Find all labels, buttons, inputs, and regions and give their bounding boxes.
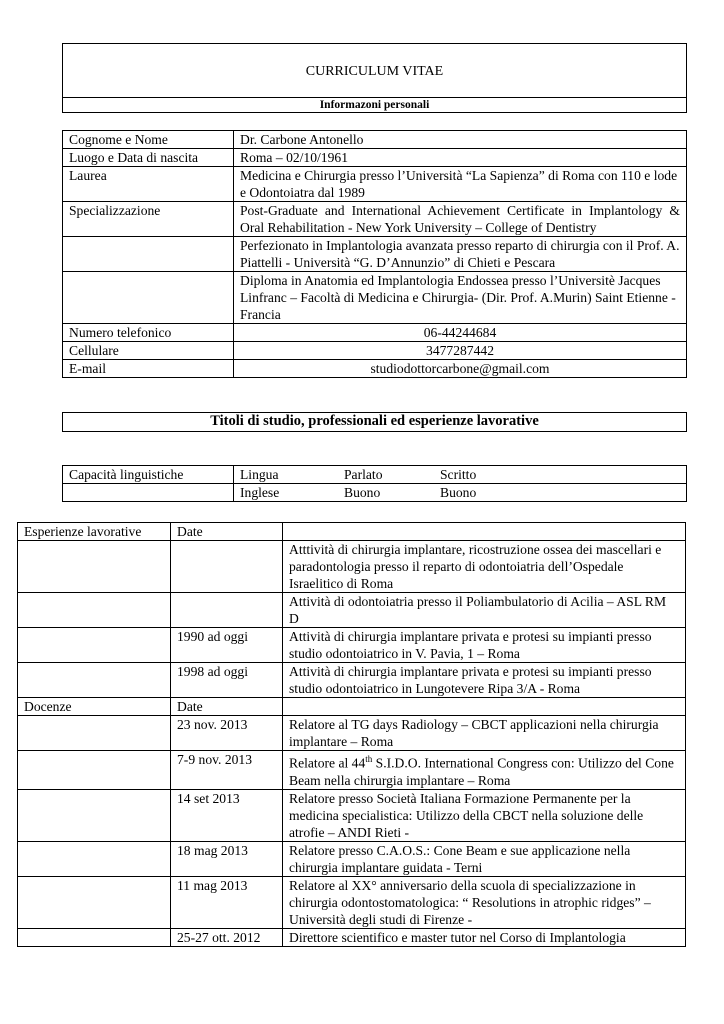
row-label: Cellulare xyxy=(63,342,234,360)
experience-section-label: Esperienze lavorative xyxy=(18,523,171,541)
language-name: Inglese xyxy=(240,485,280,500)
lang-col-header: Lingua xyxy=(240,467,279,482)
table-row xyxy=(18,541,686,593)
table-row xyxy=(63,324,687,342)
personal-info-heading: Informazoni personali xyxy=(63,98,687,113)
phone-value: 06-44244684 xyxy=(234,324,687,342)
personal-info-table xyxy=(62,130,687,378)
table-row xyxy=(63,149,687,167)
date-header: Date xyxy=(171,523,283,541)
table-row xyxy=(63,272,687,324)
table-row xyxy=(63,484,687,502)
email-value: studiodottorcarbone@gmail.com xyxy=(234,360,687,378)
table-row xyxy=(18,716,686,751)
row-date: 18 mag 2013 xyxy=(171,841,283,876)
row-text: Attività di chirurgia implantare privata e protesi su impianti presso studio odontoiatrico in Lungotevere Ripa 3/A - Roma xyxy=(283,663,686,698)
table-row xyxy=(18,841,686,876)
spoken-level: Buono xyxy=(344,485,381,500)
row-date: 14 set 2013 xyxy=(171,789,283,841)
table-row xyxy=(18,751,686,790)
spoken-col-header: Parlato xyxy=(344,467,383,482)
teaching-section-label: Docenze xyxy=(18,698,171,716)
row-label: Numero telefonico xyxy=(63,324,234,342)
row-date: 1990 ad oggi xyxy=(171,628,283,663)
language-row xyxy=(234,484,687,502)
row-value: Dr. Carbone Antonello xyxy=(234,131,687,149)
row-text: Relatore al XX° anniversario della scuola di specializzazione in chirurgia odontostomatologica: “ Resolutions in atrophic ridges” – Università degli studi di Firenze - xyxy=(283,876,686,928)
row-text: Relatore al 44th S.I.D.O. International Congress con: Utilizzo del Cone Beam nella chirurgia implantare – Roma xyxy=(283,751,686,790)
written-level: Buono xyxy=(440,485,477,500)
row-date: 7-9 nov. 2013 xyxy=(171,751,283,790)
table-row xyxy=(18,698,686,716)
table-row xyxy=(18,593,686,628)
row-value: Perfezionato in Implantologia avanzata presso reparto di chirurgia con il Prof. A. Piattelli - Università “G. D’Annunzio” di Chieti e Pescara xyxy=(234,237,687,272)
table-row xyxy=(18,628,686,663)
row-text: Relatore presso C.A.O.S.: Cone Beam e sue applicazione nella chirurgia implantare guidata - Terni xyxy=(283,841,686,876)
date-header: Date xyxy=(171,698,283,716)
row-label xyxy=(63,237,234,272)
languages-header-cell xyxy=(234,466,687,484)
row-text: Attività di chirurgia implantare privata e protesi su impianti presso studio odontoiatrico in V. Pavia, 1 – Roma xyxy=(283,628,686,663)
table-row xyxy=(18,523,686,541)
row-text: Relatore presso Società Italiana Formazione Permanente per la medicina specialistica: Utilizzo della CBCT nella soluzione delle atrofie – ANDI Rieti - xyxy=(283,789,686,841)
titoli-heading-table xyxy=(62,412,687,432)
languages-table xyxy=(62,465,687,502)
experience-table xyxy=(17,522,686,947)
row-text: Relatore al TG days Radiology – CBCT applicazioni nella chirurgia implantare – Roma xyxy=(283,716,686,751)
row-text: Atttività di chirurgia implantare, ricostruzione ossea dei mascellari e paradontologia presso il reparto di odontoiatria dell’Ospedale Israelitico di Roma xyxy=(283,541,686,593)
row-label: Cognome e Nome xyxy=(63,131,234,149)
row-date: 23 nov. 2013 xyxy=(171,716,283,751)
table-row xyxy=(63,342,687,360)
row-label: E-mail xyxy=(63,360,234,378)
row-label: Laurea xyxy=(63,167,234,202)
row-value: Post-Graduate and International Achievement Certificate in Implantology & Oral Rehabilitation - New York University – College of Dentistry xyxy=(234,202,687,237)
languages-label: Capacità linguistiche xyxy=(63,466,234,484)
row-value: Medicina e Chirurgia presso l’Università “La Sapienza” di Roma con 110 e lode e Odontoiatra dal 1989 xyxy=(234,167,687,202)
table-row xyxy=(63,237,687,272)
cv-title: CURRICULUM VITAE xyxy=(63,44,687,98)
table-row xyxy=(63,167,687,202)
row-label: Luogo e Data di nascita xyxy=(63,149,234,167)
table-row xyxy=(18,789,686,841)
row-value: Roma – 02/10/1961 xyxy=(234,149,687,167)
row-date xyxy=(171,541,283,593)
row-label xyxy=(63,272,234,324)
row-date xyxy=(171,593,283,628)
table-row xyxy=(63,466,687,484)
row-date: 11 mag 2013 xyxy=(171,876,283,928)
titoli-heading: Titoli di studio, professionali ed esperienze lavorative xyxy=(63,413,687,432)
row-date: 1998 ad oggi xyxy=(171,663,283,698)
row-text: Attività di odontoiatria presso il Poliambulatorio di Acilia – ASL RM D xyxy=(283,593,686,628)
row-text: Direttore scientifico e master tutor nel Corso di Implantologia xyxy=(283,928,686,946)
cv-header-table xyxy=(62,43,687,113)
written-col-header: Scritto xyxy=(440,467,477,482)
table-row xyxy=(18,928,686,946)
row-value: Diploma in Anatomia ed Implantologia Endossea presso l’Universitè Jacques Linfranc – Facoltà di Medicina e Chirurgia- (Dir. Prof. A.Murin) Saint Etienne - Francia xyxy=(234,272,687,324)
mobile-value: 3477287442 xyxy=(234,342,687,360)
row-label: Specializzazione xyxy=(63,202,234,237)
table-row xyxy=(63,131,687,149)
table-row xyxy=(63,202,687,237)
row-date: 25-27 ott. 2012 xyxy=(171,928,283,946)
table-row xyxy=(18,876,686,928)
table-row xyxy=(18,663,686,698)
table-row xyxy=(63,360,687,378)
